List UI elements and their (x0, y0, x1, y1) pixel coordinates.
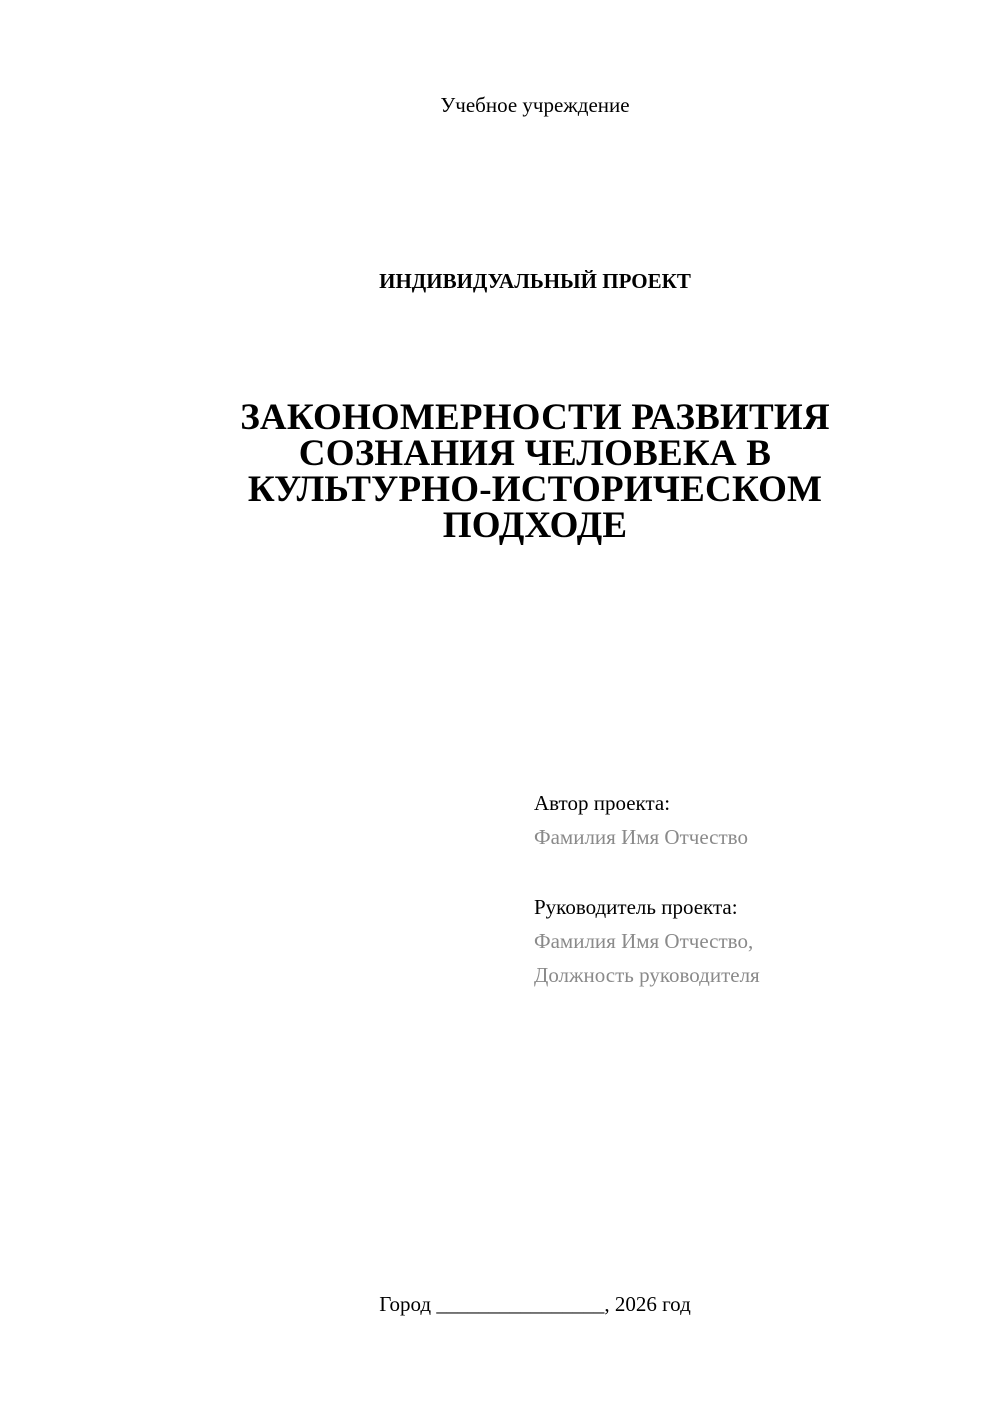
author-name: Фамилия Имя Отчество (534, 825, 748, 849)
supervisor-label: Руководитель проекта: (534, 895, 738, 919)
project-type: ИНДИВИДУАЛЬНЫЙ ПРОЕКТ (379, 269, 691, 293)
city-year-line: Город ________________, 2026 год (379, 1292, 691, 1316)
author-label: Автор проекта: (534, 791, 671, 815)
credits-block (534, 786, 954, 992)
project-title: ЗАКОНОМЕРНОСТИ РАЗВИТИЯ СОЗНАНИЯ ЧЕЛОВЕКА В КУЛЬТУРНО-ИСТОРИЧЕСКОМ ПОДХОДЕ (240, 397, 830, 546)
spacer (534, 854, 954, 890)
institution-name: Учебное учреждение (440, 93, 630, 117)
supervisor-name: Фамилия Имя Отчество, (534, 929, 754, 953)
supervisor-position: Должность руководителя (534, 963, 760, 987)
